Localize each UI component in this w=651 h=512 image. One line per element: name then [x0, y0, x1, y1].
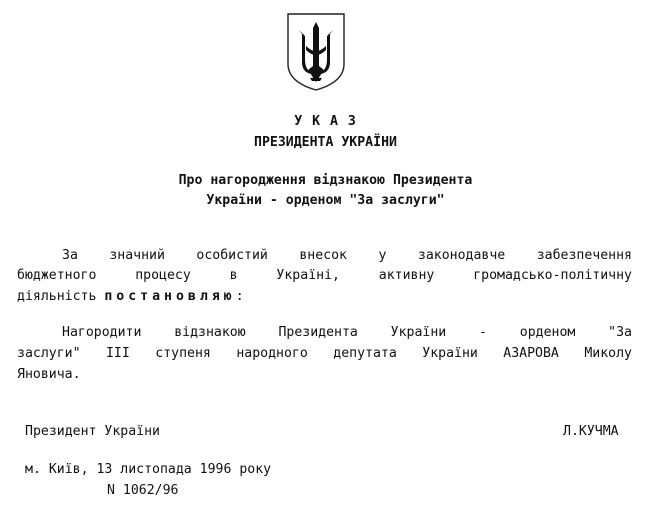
place-date: м. Київ, 13 листопада 1996 року — [25, 462, 272, 477]
coat-of-arms-icon — [286, 12, 346, 92]
decree-title: У К А З — [294, 114, 357, 129]
paragraph1-suffix: : — [235, 289, 244, 304]
paragraph1-prefix: діяльність — [17, 289, 97, 304]
paragraph2-line-1: Нагородити відзнакою Президента України - орденом "За — [62, 325, 632, 340]
signature-name: Л.КУЧМА — [563, 424, 619, 439]
paragraph2-line-2: заслуги" III ступеня народного депутата України АЗАРОВА Миколу — [17, 346, 632, 361]
subject-line-1: Про нагородження відзнакою Президента — [178, 173, 473, 188]
paragraph1-line-2: бюджетного процесу в Україні, активну громадсько-політичну — [17, 268, 632, 283]
decree-subtitle: ПРЕЗИДЕНТА УКРАЇНИ — [254, 135, 397, 150]
signature-title: Президент України — [25, 424, 160, 439]
paragraph2-line-3: Яновича. — [17, 367, 81, 382]
decree-number: N 1062/96 — [107, 483, 179, 498]
paragraph1-line-1: За значний особистий внесок у законодавче забезпечення — [62, 248, 632, 263]
decree-keyword: постановляю — [104, 289, 236, 304]
subject-line-2: України - орденом "За заслуги" — [206, 193, 445, 208]
paragraph1-line-3 — [17, 289, 244, 304]
